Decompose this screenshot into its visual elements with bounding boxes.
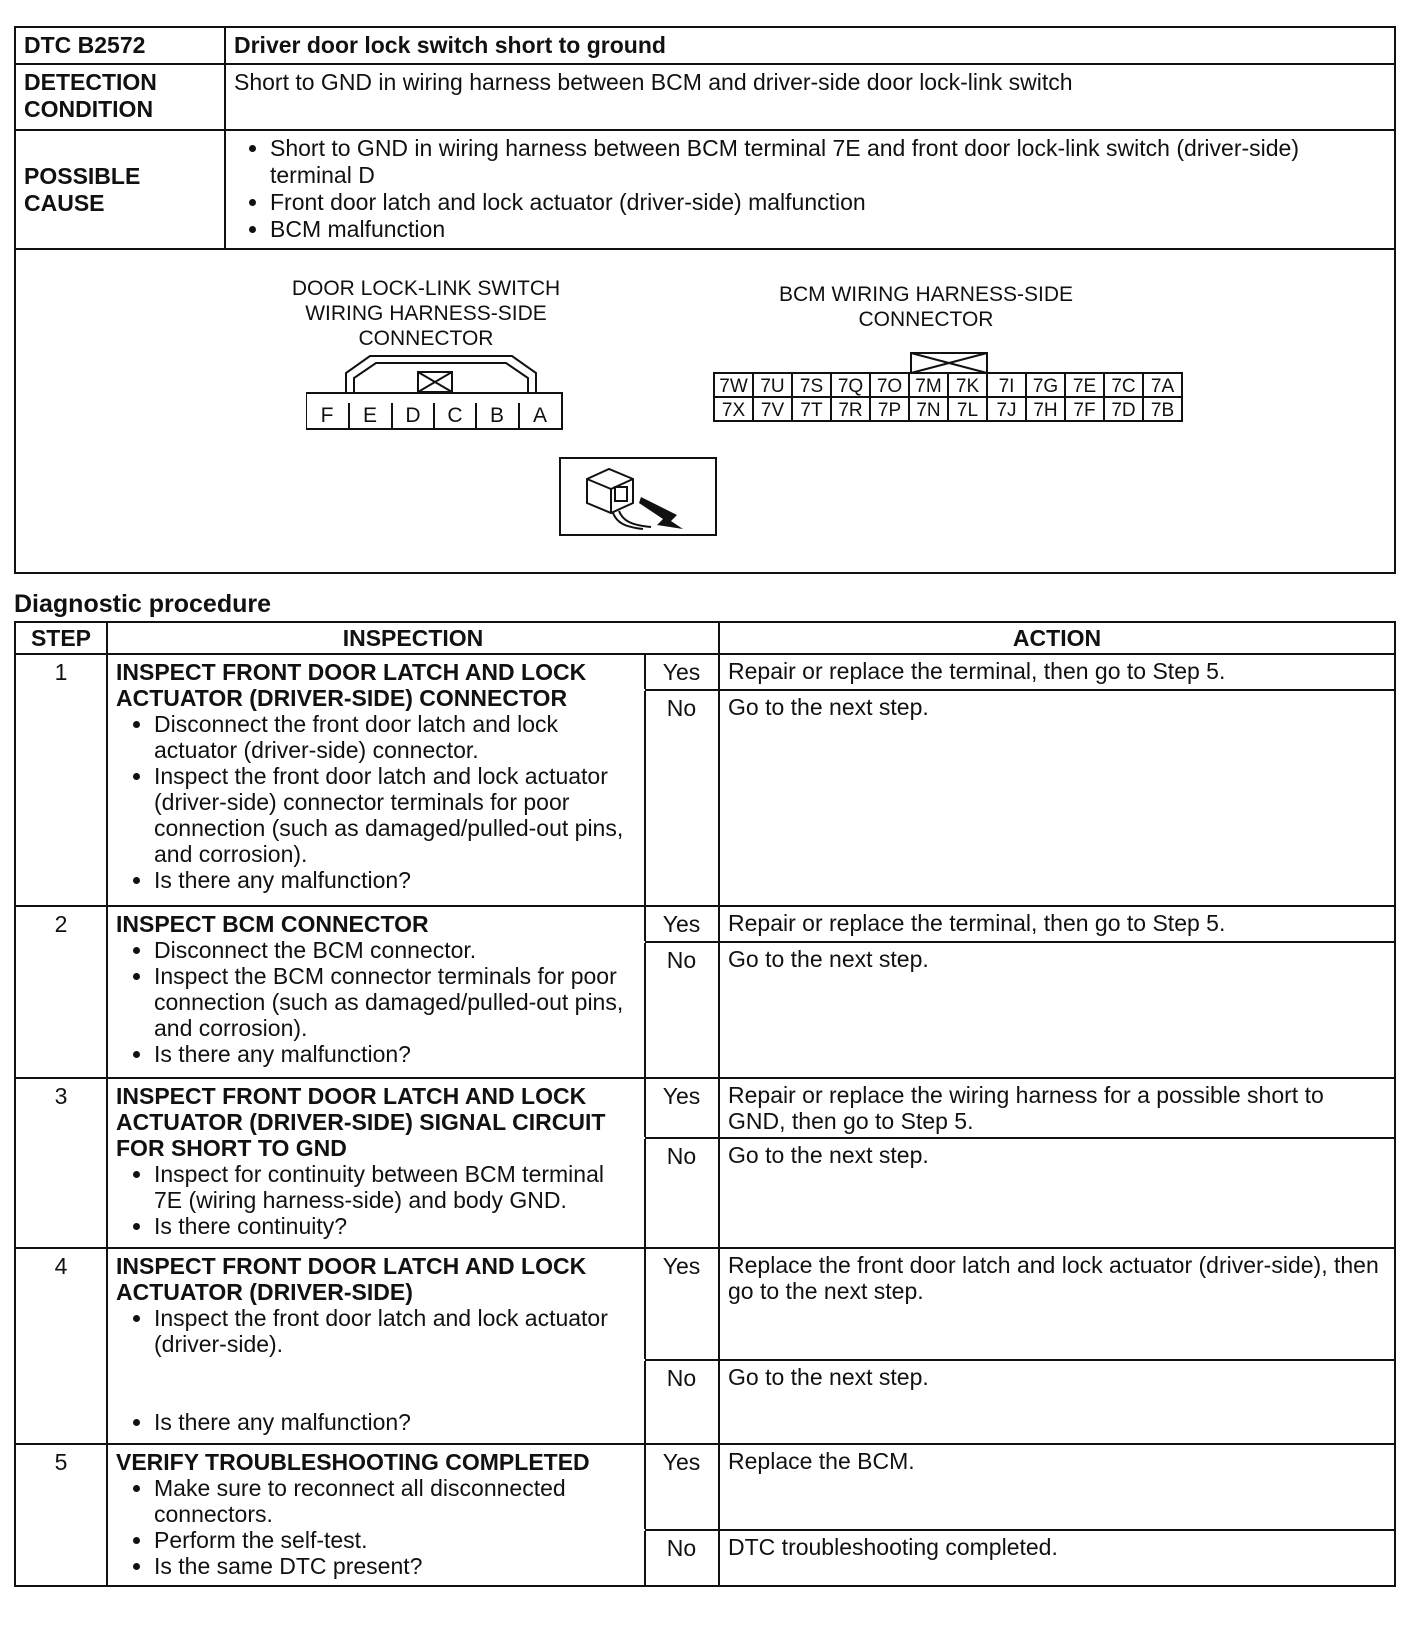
door-pin-label: B bbox=[489, 404, 505, 427]
connector-diagram bbox=[15, 249, 1395, 573]
cause-list-cell bbox=[225, 130, 1395, 249]
door-pin-label: E bbox=[362, 404, 378, 427]
bcm-pin-label: 7C bbox=[1111, 376, 1136, 397]
col-inspection: INSPECTION bbox=[107, 622, 719, 654]
cause-label: POSSIBLE CAUSE bbox=[15, 130, 225, 249]
no-action: Go to the next step. bbox=[719, 690, 1395, 906]
dtc-code-row bbox=[15, 27, 1395, 64]
dtc-title: Driver door lock switch short to ground bbox=[225, 27, 1395, 64]
bcm-pin-label: 7K bbox=[955, 376, 980, 397]
no-label: No bbox=[645, 690, 719, 906]
diagram-row bbox=[15, 249, 1395, 573]
step-bullet: • Disconnect the BCM connector. bbox=[154, 937, 637, 963]
step-inspection bbox=[107, 654, 645, 906]
yes-action: Repair or replace the terminal, then go to Step 5. bbox=[719, 906, 1395, 942]
door-title-line: WIRING HARNESS-SIDE bbox=[305, 302, 547, 325]
step-inspection bbox=[107, 906, 645, 1078]
cause-item: • Short to GND in wiring harness between BCM terminal 7E and front door lock-link switch (driver-side) terminal D bbox=[270, 135, 1384, 189]
no-action: Go to the next step. bbox=[719, 942, 1395, 1078]
cause-list bbox=[234, 135, 1384, 243]
step-bullet: • Inspect the BCM connector terminals for poor connection (such as damaged/pulled-out pins, and corrosion). bbox=[154, 963, 637, 1041]
step-row bbox=[15, 1444, 1395, 1530]
step-inspection bbox=[107, 1248, 645, 1444]
step-row bbox=[15, 906, 1395, 942]
step-title: INSPECT FRONT DOOR LATCH AND LOCK ACTUATOR (DRIVER-SIDE) bbox=[116, 1253, 587, 1305]
step-title: INSPECT FRONT DOOR LATCH AND LOCK ACTUATOR (DRIVER-SIDE) SIGNAL CIRCUIT FOR SHORT TO GND bbox=[116, 1083, 606, 1161]
bcm-pin-label: 7X bbox=[721, 400, 746, 421]
detection-label: DETECTION CONDITION bbox=[15, 64, 225, 130]
yes-label: Yes bbox=[645, 1444, 719, 1530]
step-number: 2 bbox=[15, 906, 107, 1078]
no-label: No bbox=[645, 1360, 719, 1444]
yes-action: Repair or replace the terminal, then go to Step 5. bbox=[719, 654, 1395, 690]
step-bullet: • Is there any malfunction? bbox=[154, 1409, 637, 1435]
spacer bbox=[154, 1357, 637, 1383]
bcm-pin-label: 7H bbox=[1033, 400, 1058, 421]
bcm-pin-label: 7F bbox=[1073, 400, 1096, 421]
diagnostic-table bbox=[14, 621, 1396, 1587]
step-title: INSPECT FRONT DOOR LATCH AND LOCK ACTUATOR (DRIVER-SIDE) CONNECTOR bbox=[116, 659, 587, 711]
step-bullet: • Is the same DTC present? bbox=[154, 1553, 637, 1579]
step-bullet: • Is there any malfunction? bbox=[154, 1041, 637, 1067]
door-pin-label: F bbox=[320, 404, 334, 427]
bcm-pin-label: 7B bbox=[1150, 400, 1175, 421]
col-step: STEP bbox=[15, 622, 107, 654]
diagnostic-header-row bbox=[15, 622, 1395, 654]
step-row bbox=[15, 654, 1395, 690]
step-inspection bbox=[107, 1078, 645, 1248]
bcm-pin-label: 7E bbox=[1072, 376, 1097, 397]
diagnostic-heading: Diagnostic procedure bbox=[14, 590, 271, 618]
step-row bbox=[15, 1078, 1395, 1138]
bcm-pin-label: 7V bbox=[760, 400, 785, 421]
cause-row bbox=[15, 130, 1395, 249]
yes-label: Yes bbox=[645, 1248, 719, 1360]
door-pin-label: C bbox=[447, 404, 463, 427]
connector-view-icon bbox=[559, 457, 719, 537]
yes-action: Replace the front door latch and lock actuator (driver-side), then go to the next step. bbox=[719, 1248, 1395, 1360]
bcm-pin-label: 7P bbox=[877, 400, 902, 421]
step-number: 3 bbox=[15, 1078, 107, 1248]
bcm-title-line: CONNECTOR bbox=[858, 308, 994, 331]
step-inspection bbox=[107, 1444, 645, 1586]
step-number: 5 bbox=[15, 1444, 107, 1586]
dtc-code: DTC B2572 bbox=[15, 27, 225, 64]
step-bullets bbox=[116, 1475, 637, 1579]
no-action: DTC troubleshooting completed. bbox=[719, 1530, 1395, 1586]
yes-label: Yes bbox=[645, 906, 719, 942]
step-title: INSPECT BCM CONNECTOR bbox=[116, 911, 429, 937]
bcm-pin-label: 7N bbox=[916, 400, 941, 421]
bcm-connector-title bbox=[756, 282, 1096, 332]
spacer bbox=[154, 1383, 637, 1409]
bcm-pin-label: 7A bbox=[1150, 376, 1175, 397]
no-label: No bbox=[645, 942, 719, 1078]
step-bullet: • Inspect the front door latch and lock actuator (driver-side) connector terminals for poor connection (such as damaged/pulled-out pins, and corrosion). bbox=[154, 763, 637, 867]
step-bullets bbox=[116, 1161, 637, 1239]
bcm-pin-label: 7W bbox=[719, 376, 748, 397]
bcm-title-line: BCM WIRING HARNESS-SIDE bbox=[778, 283, 1074, 306]
bcm-pin-label: 7I bbox=[998, 376, 1015, 397]
step-bullet: • Inspect the front door latch and lock actuator (driver-side). bbox=[154, 1305, 637, 1357]
no-label: No bbox=[645, 1530, 719, 1586]
step-bullets bbox=[116, 711, 637, 893]
step-bullets bbox=[116, 937, 637, 1067]
step-number: 4 bbox=[15, 1248, 107, 1444]
bcm-pin-label: 7O bbox=[876, 376, 903, 397]
yes-action: Replace the BCM. bbox=[719, 1444, 1395, 1530]
step-bullet: • Perform the self-test. bbox=[154, 1527, 637, 1553]
step-bullet: • Disconnect the front door latch and lock actuator (driver-side) connector. bbox=[154, 711, 637, 763]
detection-text: Short to GND in wiring harness between BCM and driver-side door lock-link switch bbox=[225, 64, 1395, 130]
door-title-line: CONNECTOR bbox=[358, 327, 494, 350]
cause-item: • Front door latch and lock actuator (driver-side) malfunction bbox=[270, 189, 1384, 216]
no-action: Go to the next step. bbox=[719, 1360, 1395, 1444]
step-title: VERIFY TROUBLESHOOTING COMPLETED bbox=[116, 1449, 590, 1475]
cause-item: • BCM malfunction bbox=[270, 216, 1384, 243]
door-pin-label: D bbox=[405, 404, 421, 427]
door-connector-diagram bbox=[306, 353, 576, 448]
dtc-info-table bbox=[14, 26, 1396, 574]
detection-row bbox=[15, 64, 1395, 130]
bcm-pin-label: 7R bbox=[838, 400, 863, 421]
step-bullet: • Is there continuity? bbox=[154, 1213, 637, 1239]
step-row bbox=[15, 1248, 1395, 1360]
bcm-pin-label: 7J bbox=[996, 400, 1017, 421]
bcm-pin-label: 7S bbox=[799, 376, 824, 397]
bcm-pin-label: 7G bbox=[1032, 376, 1059, 397]
no-action: Go to the next step. bbox=[719, 1138, 1395, 1248]
step-bullets bbox=[116, 1305, 637, 1435]
step-bullet: • Inspect for continuity between BCM terminal 7E (wiring harness-side) and body GND. bbox=[154, 1161, 637, 1213]
no-label: No bbox=[645, 1138, 719, 1248]
step-bullet: • Is there any malfunction? bbox=[154, 867, 637, 893]
bcm-pin-label: 7U bbox=[760, 376, 785, 397]
step-number: 1 bbox=[15, 654, 107, 906]
bcm-pin-label: 7M bbox=[915, 376, 942, 397]
door-pin-label: A bbox=[532, 404, 548, 427]
bcm-pin-label: 7L bbox=[956, 400, 979, 421]
bcm-pin-label: 7D bbox=[1111, 400, 1136, 421]
bcm-pin-label: 7T bbox=[800, 400, 823, 421]
col-action: ACTION bbox=[719, 622, 1395, 654]
step-bullet: • Make sure to reconnect all disconnected connectors. bbox=[154, 1475, 637, 1527]
yes-label: Yes bbox=[645, 654, 719, 690]
bcm-pin-label: 7Q bbox=[837, 376, 864, 397]
yes-label: Yes bbox=[645, 1078, 719, 1138]
door-connector-title bbox=[266, 276, 586, 351]
door-title-line: DOOR LOCK-LINK SWITCH bbox=[291, 277, 561, 300]
yes-action: Repair or replace the wiring harness for a possible short to GND, then go to Step 5. bbox=[719, 1078, 1395, 1138]
bcm-connector-diagram bbox=[711, 350, 1191, 430]
